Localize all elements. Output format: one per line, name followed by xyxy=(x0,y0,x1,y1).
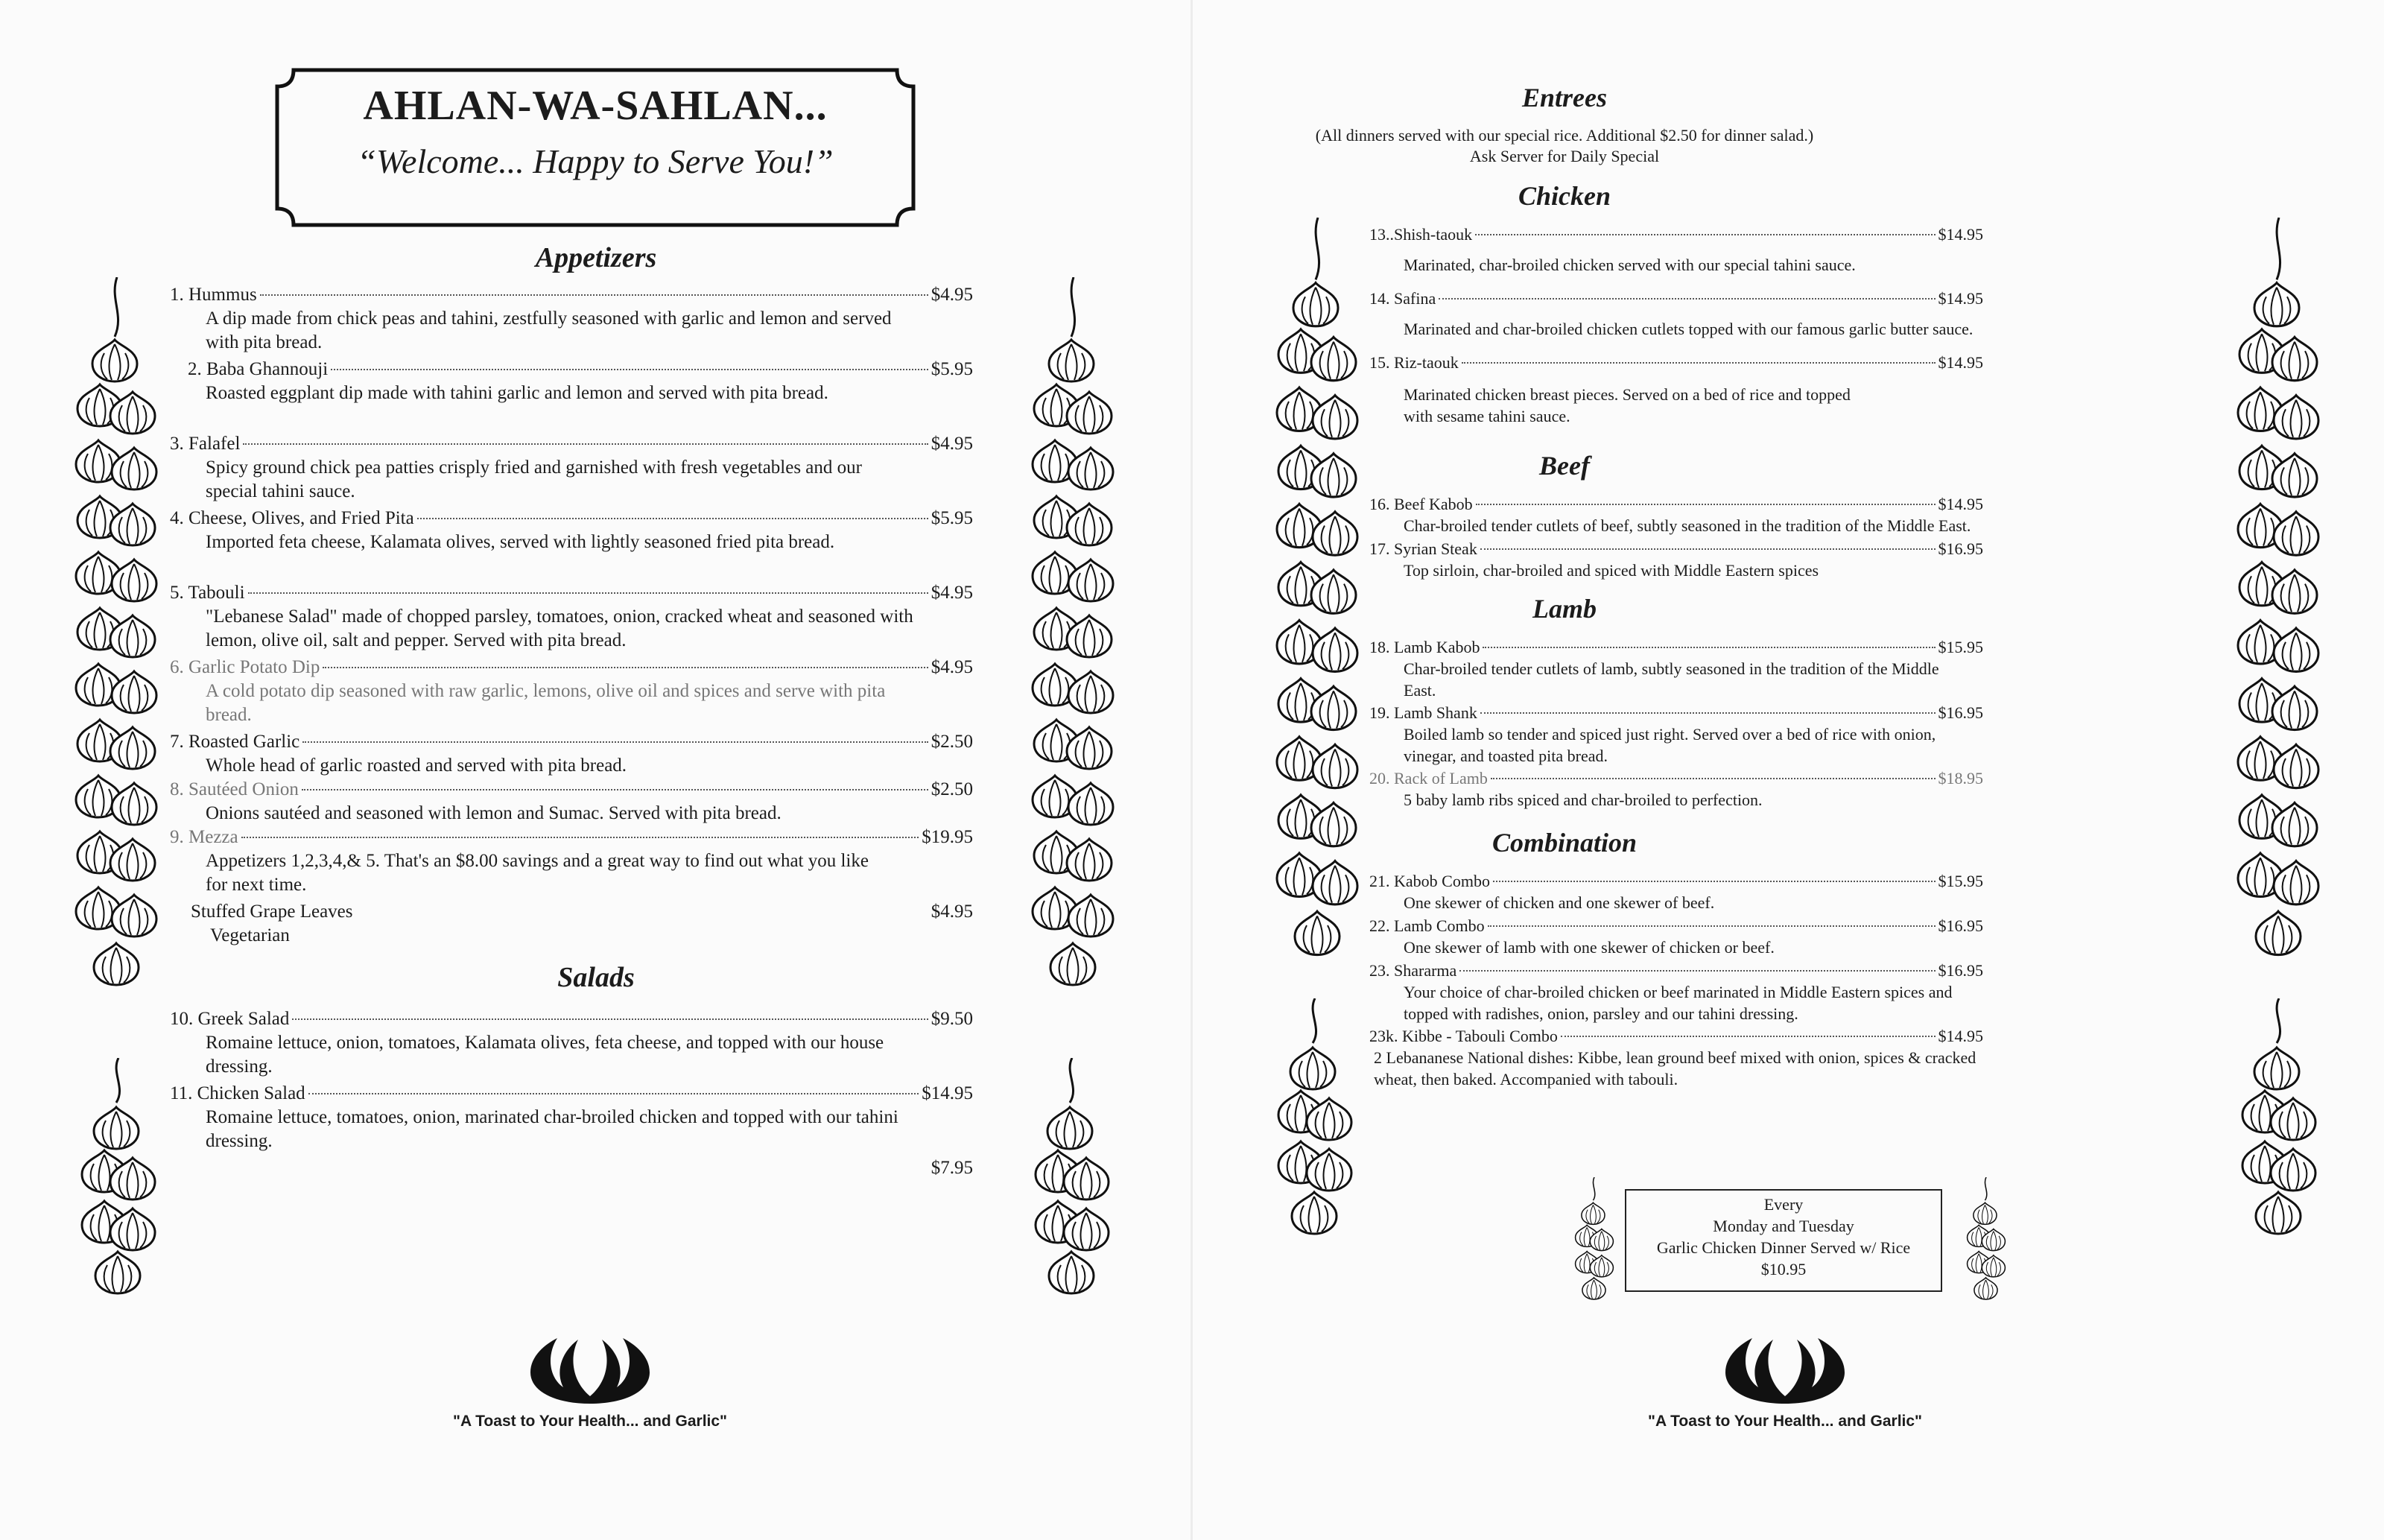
item-description: Char-broiled tender cutlets of beef, subtly seasoned in the tradition of the Middle East. xyxy=(1404,516,1971,535)
beef-heading: Beef xyxy=(1539,451,1590,481)
menu-item xyxy=(170,1082,973,1153)
item-price: $14.95 xyxy=(1938,495,1983,513)
menu-item xyxy=(1369,1025,1983,1090)
garlic-braid-icon xyxy=(1274,998,1356,1237)
menu-item xyxy=(1369,493,1983,536)
item-price: $5.95 xyxy=(931,508,973,528)
item-price: $14.95 xyxy=(1938,225,1983,244)
item-name: 3. Falafel xyxy=(170,434,241,454)
garlic-logo-icon xyxy=(1721,1335,1849,1407)
menu-item xyxy=(170,581,973,653)
item-name: 21. Kabob Combo xyxy=(1369,872,1490,890)
garlic-braid-icon xyxy=(1031,1058,1113,1296)
item-price: $4.95 xyxy=(931,657,973,677)
item-price: $5.95 xyxy=(931,359,973,379)
item-name: 10. Greek Salad xyxy=(170,1009,290,1029)
menu-item xyxy=(170,507,973,554)
menu-item xyxy=(1369,636,1983,701)
item-name: 18. Lamb Kabob xyxy=(1369,638,1480,656)
special-line: Every xyxy=(1763,1195,1804,1214)
item-price: $19.95 xyxy=(922,827,973,847)
menu-item xyxy=(188,358,973,405)
item-name: 16. Beef Kabob xyxy=(1369,495,1473,513)
chicken-heading: Chicken xyxy=(1518,181,1611,211)
item-name: 23. Shararma xyxy=(1369,961,1457,980)
item-name: 6. Garlic Potato Dip xyxy=(170,657,320,677)
item-price: $7.95 xyxy=(931,1158,973,1178)
menu-item xyxy=(1369,870,1983,913)
item-price: $16.95 xyxy=(1938,703,1983,722)
menu-item xyxy=(191,900,973,948)
footer-slogan: "A Toast to Your Health... and Garlic" xyxy=(452,1413,728,1430)
garlic-braid-icon xyxy=(1572,1177,1617,1301)
menu-item xyxy=(1369,702,1983,767)
garlic-braid-icon xyxy=(2231,218,2327,963)
menu-item xyxy=(170,1007,973,1079)
menu-item xyxy=(170,730,973,778)
item-description: Marinated and char-broiled chicken cutlets topped with our famous garlic butter sauce. xyxy=(1404,320,1974,338)
item-description: "Lebanese Salad" made of chopped parsley, tomatoes, onion, cracked wheat and seasoned with lemon, olive oil, salt and pepper. Served with pita bread. xyxy=(206,606,913,650)
menu-item xyxy=(1369,960,1983,1024)
menu-item xyxy=(170,826,973,897)
item-description: Onions sautéed and seasoned with lemon and Sumac. Served with pita bread. xyxy=(206,803,782,823)
item-price: $4.95 xyxy=(931,285,973,305)
item-description: Imported feta cheese, Kalamata olives, served with lightly seasoned fried pita bread. xyxy=(206,532,835,552)
item-price: $14.95 xyxy=(1938,353,1983,372)
item-name: 23k. Kibbe - Tabouli Combo xyxy=(1369,1027,1558,1045)
item-price: $2.50 xyxy=(931,779,973,799)
item-description: Boiled lamb so tender and spiced just right. Served over a bed of rice with onion, vinegar, and toasted pita bread. xyxy=(1404,725,1936,765)
item-description: Romaine lettuce, tomatoes, onion, marinated char-broiled chicken and topped with our tahini dressing. xyxy=(206,1107,898,1151)
entrees-note: (All dinners served with our special rice. Additional $2.50 for dinner salad.) xyxy=(1315,126,1814,145)
item-price: $16.95 xyxy=(1938,961,1983,980)
item-name: 14. Safina xyxy=(1369,289,1436,308)
garlic-braid-icon xyxy=(77,1058,159,1296)
footer-slogan: "A Toast to Your Health... and Garlic" xyxy=(1647,1413,1923,1430)
salads-heading: Salads xyxy=(557,962,635,993)
menu-item xyxy=(1369,767,1983,811)
item-name: 5. Tabouli xyxy=(170,583,245,603)
menu-item xyxy=(1369,224,1983,276)
menu-item xyxy=(1369,538,1983,581)
item-name: 9. Mezza xyxy=(170,827,238,847)
garlic-braid-icon xyxy=(1964,1177,2009,1301)
item-description: One skewer of lamb with one skewer of chicken or beef. xyxy=(1404,938,1775,957)
item-price: $2.50 xyxy=(931,732,973,752)
menu-item xyxy=(1369,915,1983,958)
item-price: $16.95 xyxy=(1938,916,1983,935)
menu-item xyxy=(170,283,973,355)
menu-item xyxy=(1369,352,1983,427)
item-name: 8. Sautéed Onion xyxy=(170,779,299,799)
garlic-braid-icon xyxy=(1025,277,1122,992)
daily-special-note: Ask Server for Daily Special xyxy=(1469,147,1660,165)
menu-item xyxy=(1369,288,1983,340)
garlic-braid-icon xyxy=(2238,998,2320,1237)
item-description: Your choice of char-broiled chicken or beef marinated in Middle Eastern spices and topped with radishes, onion, parsley and our tahini dressing. xyxy=(1404,983,1953,1023)
garlic-braid-icon xyxy=(69,277,165,992)
item-price: $15.95 xyxy=(1938,638,1983,656)
item-price: $4.95 xyxy=(931,434,973,454)
item-description: Spicy ground chick pea patties crisply fried and garnished with fresh vegetables and our special tahini sauce. xyxy=(206,457,862,501)
item-price: $16.95 xyxy=(1938,539,1983,558)
item-name: 2. Baba Ghannouji xyxy=(188,359,329,379)
menu-item xyxy=(170,656,973,727)
item-description: A dip made from chick peas and tahini, zestfully seasoned with garlic and lemon and served with pita bread. xyxy=(206,308,892,352)
garlic-logo-icon xyxy=(526,1335,654,1407)
item-name: 20. Rack of Lamb xyxy=(1369,769,1488,788)
weekly-special-box xyxy=(1625,1189,1942,1292)
menu-item xyxy=(170,432,973,504)
item-description: A cold potato dip seasoned with raw garlic, lemons, olive oil and spices and serve with pita bread. xyxy=(206,681,886,725)
welcome-tagline: “Welcome... Happy to Serve You!” xyxy=(357,142,834,180)
item-price: $14.95 xyxy=(1938,289,1983,308)
item-name: 4. Cheese, Olives, and Fried Pita xyxy=(170,508,414,528)
lamb-heading: Lamb xyxy=(1532,594,1597,624)
menu-item xyxy=(170,1156,973,1180)
restaurant-name: AHLAN-WA-SAHLAN... xyxy=(363,83,828,129)
right-menu-page xyxy=(1192,0,2384,1540)
item-name: 11. Chicken Salad xyxy=(170,1083,305,1103)
item-description: Roasted eggplant dip made with tahini garlic and lemon and served with pita bread. xyxy=(206,383,828,403)
item-price: $14.95 xyxy=(1938,1027,1983,1045)
item-description: Marinated, char-broiled chicken served with our special tahini sauce. xyxy=(1404,256,1856,274)
item-description: Marinated chicken breast pieces. Served on a bed of rice and topped with sesame tahini sauce. xyxy=(1404,385,1851,425)
restaurant-title-box xyxy=(271,66,919,229)
item-description: 5 baby lamb ribs spiced and char-broiled to perfection. xyxy=(1404,790,1763,809)
item-name: 22. Lamb Combo xyxy=(1369,916,1485,935)
item-description: Romaine lettuce, onion, tomatoes, Kalamata olives, feta cheese, and topped with our house dressing. xyxy=(206,1033,884,1077)
combination-heading: Combination xyxy=(1491,828,1638,858)
item-name: 13..Shish-taouk xyxy=(1369,225,1473,244)
item-description: One skewer of chicken and one skewer of beef. xyxy=(1404,893,1715,912)
item-name: 7. Roasted Garlic xyxy=(170,732,300,752)
special-price: $10.95 xyxy=(1760,1260,1807,1278)
entrees-heading: Entrees xyxy=(1521,83,1607,113)
item-description: 2 Lebananese National dishes: Kibbe, lean ground beef mixed with onion, spices & cracked wheat, then baked. Accompanied with tabouli. xyxy=(1374,1048,1976,1089)
special-line: Monday and Tuesday xyxy=(1713,1217,1854,1235)
item-description: Vegetarian xyxy=(210,925,290,945)
item-price: $4.95 xyxy=(931,901,973,922)
item-price: $18.95 xyxy=(1938,769,1983,788)
item-name: 15. Riz-taouk xyxy=(1369,353,1459,372)
item-description: Appetizers 1,2,3,4,& 5. That's an $8.00 savings and a great way to find out what you like for next time. xyxy=(206,851,869,895)
garlic-braid-icon xyxy=(1269,218,1366,963)
item-name: Stuffed Grape Leaves xyxy=(191,901,353,922)
item-description: Char-broiled tender cutlets of lamb, subtly seasoned in the tradition of the Middle East. xyxy=(1404,659,1939,700)
item-name: 17. Syrian Steak xyxy=(1369,539,1477,558)
item-price: $15.95 xyxy=(1938,872,1983,890)
item-price: $14.95 xyxy=(922,1083,973,1103)
item-description: Whole head of garlic roasted and served with pita bread. xyxy=(206,755,627,776)
item-price: $9.50 xyxy=(931,1009,973,1029)
item-name: 1. Hummus xyxy=(170,285,257,305)
menu-item xyxy=(170,778,973,826)
appetizers-heading: Appetizers xyxy=(535,242,657,273)
item-name: 19. Lamb Shank xyxy=(1369,703,1477,722)
item-price: $4.95 xyxy=(931,583,973,603)
item-description: Top sirloin, char-broiled and spiced with Middle Eastern spices xyxy=(1404,561,1819,580)
special-line: Garlic Chicken Dinner Served w/ Rice xyxy=(1656,1238,1911,1257)
